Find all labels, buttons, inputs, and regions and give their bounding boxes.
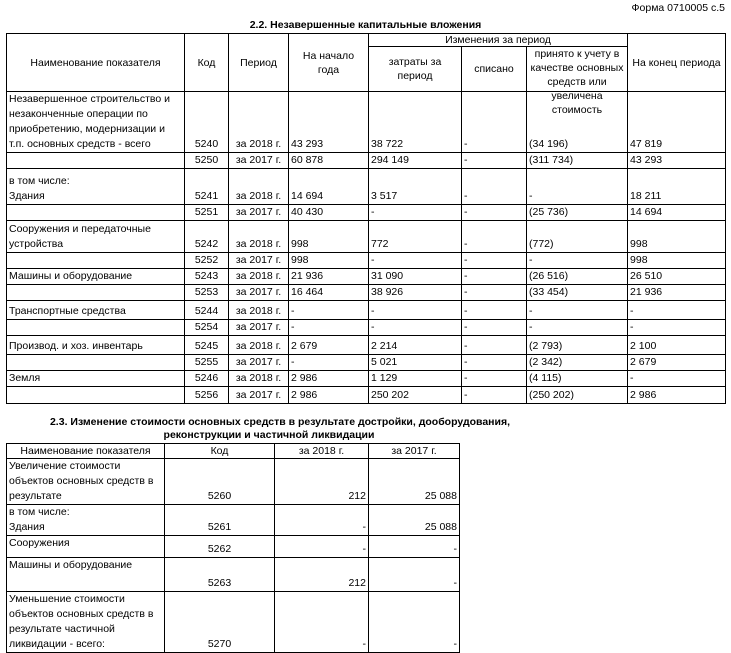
cell-code: 5250 (185, 153, 229, 169)
table-row (7, 459, 460, 505)
cell-end: - (628, 371, 726, 387)
cell-costs: 31 090 (369, 269, 462, 285)
header-start: На начало года (289, 34, 369, 92)
table-row (7, 320, 726, 336)
cell-costs: - (369, 205, 462, 221)
form-number-label: Форма 0710005 с.5 (631, 2, 725, 14)
cell-accepted: (34 196) (527, 92, 628, 153)
cell-costs: 3 517 (369, 169, 462, 205)
table-row (7, 92, 726, 153)
cell-written-off: - (462, 153, 527, 169)
section-2-3-title-line1: 2.3. Изменение стоимости основных средств в результате достройки, дооборудования, (49, 416, 511, 428)
cell-end: 21 936 (628, 285, 726, 301)
row-name (7, 253, 185, 269)
header-written-off: списано (462, 47, 527, 92)
table-row (7, 355, 726, 371)
cell-start: 2 986 (289, 371, 369, 387)
cell-y2017: 25 088 (369, 459, 460, 505)
header-code: Код (165, 444, 275, 459)
cell-written-off: - (462, 371, 527, 387)
row-name: в том числе: Здания (7, 505, 165, 536)
table-row (7, 285, 726, 301)
header-end: На конец периода (628, 34, 726, 92)
cell-end: 2 100 (628, 336, 726, 355)
cell-start: 2 986 (289, 387, 369, 404)
cell-start: 21 936 (289, 269, 369, 285)
row-name: Увеличение стоимости объектов основных средств в результате (7, 459, 165, 505)
cell-written-off: - (462, 169, 527, 205)
cell-costs: 772 (369, 221, 462, 253)
table-row (7, 536, 460, 558)
cell-code: 5256 (185, 387, 229, 404)
cell-written-off: - (462, 221, 527, 253)
row-name (7, 355, 185, 371)
cell-y2018: - (275, 505, 369, 536)
cell-end: 2 679 (628, 355, 726, 371)
cell-code: 5242 (185, 221, 229, 253)
fixed-assets-change-table (6, 443, 460, 653)
cell-code: 5270 (165, 592, 275, 653)
header-name: Наименование показателя (7, 444, 165, 459)
capital-investments-table (6, 33, 726, 404)
cell-start: 2 679 (289, 336, 369, 355)
row-name: Уменьшение стоимости объектов основных средств в результате частичной ликвидации - всего: (7, 592, 165, 653)
cell-period: за 2017 г. (229, 387, 289, 404)
cell-y2018: - (275, 592, 369, 653)
cell-costs: - (369, 320, 462, 336)
cell-costs: 1 129 (369, 371, 462, 387)
cell-end: 47 819 (628, 92, 726, 153)
cell-start: 998 (289, 221, 369, 253)
cell-start: - (289, 355, 369, 371)
cell-end: - (628, 320, 726, 336)
row-name (7, 285, 185, 301)
cell-end: 43 293 (628, 153, 726, 169)
cell-code: 5260 (165, 459, 275, 505)
row-name (7, 205, 185, 221)
cell-costs: 5 021 (369, 355, 462, 371)
cell-period: за 2018 г. (229, 221, 289, 253)
cell-start: 40 430 (289, 205, 369, 221)
row-name: Сооружения (7, 536, 165, 558)
cell-accepted: (33 454) (527, 285, 628, 301)
cell-code: 5251 (185, 205, 229, 221)
cell-accepted: - (527, 301, 628, 320)
header-accepted: принято к учету в качестве основных средств или увеличена стоимость (530, 48, 624, 116)
cell-start: 60 878 (289, 153, 369, 169)
section-2-3-title-line2: реконструкции и частичной ликвидации (163, 429, 375, 441)
cell-end: - (628, 301, 726, 320)
cell-y2017: 25 088 (369, 505, 460, 536)
header-code: Код (185, 34, 229, 92)
cell-period: за 2017 г. (229, 285, 289, 301)
table-row (7, 269, 726, 285)
cell-written-off: - (462, 205, 527, 221)
table-row (7, 558, 460, 592)
cell-code: 5263 (165, 558, 275, 592)
cell-end: 14 694 (628, 205, 726, 221)
row-name: Незавершенное строительство и незаконченные операции по приобретению, модернизации и т.п. основных средств - всего (7, 92, 185, 153)
cell-written-off: - (462, 336, 527, 355)
cell-accepted: (772) (527, 221, 628, 253)
cell-period: за 2018 г. (229, 371, 289, 387)
cell-code: 5261 (165, 505, 275, 536)
cell-code: 5252 (185, 253, 229, 269)
cell-end: 18 211 (628, 169, 726, 205)
cell-accepted: (311 734) (527, 153, 628, 169)
cell-accepted: (26 516) (527, 269, 628, 285)
cell-written-off: - (462, 387, 527, 404)
cell-accepted: (4 115) (527, 371, 628, 387)
table-row (7, 592, 460, 653)
cell-accepted: - (527, 253, 628, 269)
section-2-2-title: 2.2. Незавершенные капитальные вложения (249, 19, 482, 31)
header-name: Наименование показателя (7, 34, 185, 92)
header-2018: за 2018 г. (275, 444, 369, 459)
cell-period: за 2017 г. (229, 153, 289, 169)
table-row (7, 205, 726, 221)
cell-y2018: 212 (275, 558, 369, 592)
row-name (7, 320, 185, 336)
cell-start: 43 293 (289, 92, 369, 153)
row-name: Производ. и хоз. инвентарь (7, 336, 185, 355)
cell-accepted: (250 202) (527, 387, 628, 404)
table-row (7, 336, 726, 355)
row-name: в том числе: Здания (7, 169, 185, 205)
table-row (7, 169, 726, 205)
header-2017: за 2017 г. (369, 444, 460, 459)
row-name: Машины и оборудование (7, 558, 165, 592)
cell-y2018: - (275, 536, 369, 558)
cell-start: 16 464 (289, 285, 369, 301)
row-name: Земля (7, 371, 185, 387)
cell-start: - (289, 320, 369, 336)
table-row (7, 301, 726, 320)
cell-period: за 2018 г. (229, 92, 289, 153)
cell-period: за 2017 г. (229, 253, 289, 269)
cell-written-off: - (462, 301, 527, 320)
cell-period: за 2017 г. (229, 205, 289, 221)
cell-end: 998 (628, 221, 726, 253)
cell-accepted: (25 736) (527, 205, 628, 221)
cell-costs: - (369, 253, 462, 269)
table-row (7, 505, 460, 536)
cell-start: - (289, 301, 369, 320)
cell-written-off: - (462, 253, 527, 269)
cell-costs: 294 149 (369, 153, 462, 169)
cell-costs: 38 722 (369, 92, 462, 153)
cell-code: 5255 (185, 355, 229, 371)
cell-code: 5253 (185, 285, 229, 301)
header-costs: затраты за период (369, 47, 462, 92)
cell-written-off: - (462, 320, 527, 336)
cell-code: 5254 (185, 320, 229, 336)
cell-code: 5246 (185, 371, 229, 387)
table-row (7, 371, 726, 387)
cell-accepted: - (527, 169, 628, 205)
cell-code: 5262 (165, 536, 275, 558)
cell-start: 998 (289, 253, 369, 269)
row-name: Машины и оборудование (7, 269, 185, 285)
cell-written-off: - (462, 285, 527, 301)
cell-period: за 2017 г. (229, 320, 289, 336)
cell-code: 5243 (185, 269, 229, 285)
table-row (7, 387, 726, 404)
cell-written-off: - (462, 355, 527, 371)
cell-accepted: (2 342) (527, 355, 628, 371)
cell-end: 998 (628, 253, 726, 269)
cell-y2017: - (369, 558, 460, 592)
cell-code: 5240 (185, 92, 229, 153)
cell-y2017: - (369, 536, 460, 558)
cell-written-off: - (462, 92, 527, 153)
cell-period: за 2018 г. (229, 336, 289, 355)
cell-costs: 2 214 (369, 336, 462, 355)
table-row (7, 153, 726, 169)
table-row (7, 221, 726, 253)
cell-costs: 38 926 (369, 285, 462, 301)
cell-accepted: - (527, 320, 628, 336)
cell-period: за 2018 г. (229, 301, 289, 320)
table-row (7, 253, 726, 269)
cell-accepted: (2 793) (527, 336, 628, 355)
cell-costs: - (369, 301, 462, 320)
cell-code: 5245 (185, 336, 229, 355)
cell-period: за 2018 г. (229, 169, 289, 205)
row-name (7, 387, 185, 404)
cell-code: 5244 (185, 301, 229, 320)
cell-period: за 2018 г. (229, 269, 289, 285)
cell-costs: 250 202 (369, 387, 462, 404)
cell-period: за 2017 г. (229, 355, 289, 371)
cell-end: 26 510 (628, 269, 726, 285)
row-name (7, 153, 185, 169)
cell-y2018: 212 (275, 459, 369, 505)
row-name: Сооружения и передаточные устройства (7, 221, 185, 253)
header-period: Период (229, 34, 289, 92)
cell-start: 14 694 (289, 169, 369, 205)
row-name: Транспортные средства (7, 301, 185, 320)
cell-y2017: - (369, 592, 460, 653)
header-changes: Изменения за период (369, 34, 628, 47)
cell-code: 5241 (185, 169, 229, 205)
cell-written-off: - (462, 269, 527, 285)
cell-end: 2 986 (628, 387, 726, 404)
